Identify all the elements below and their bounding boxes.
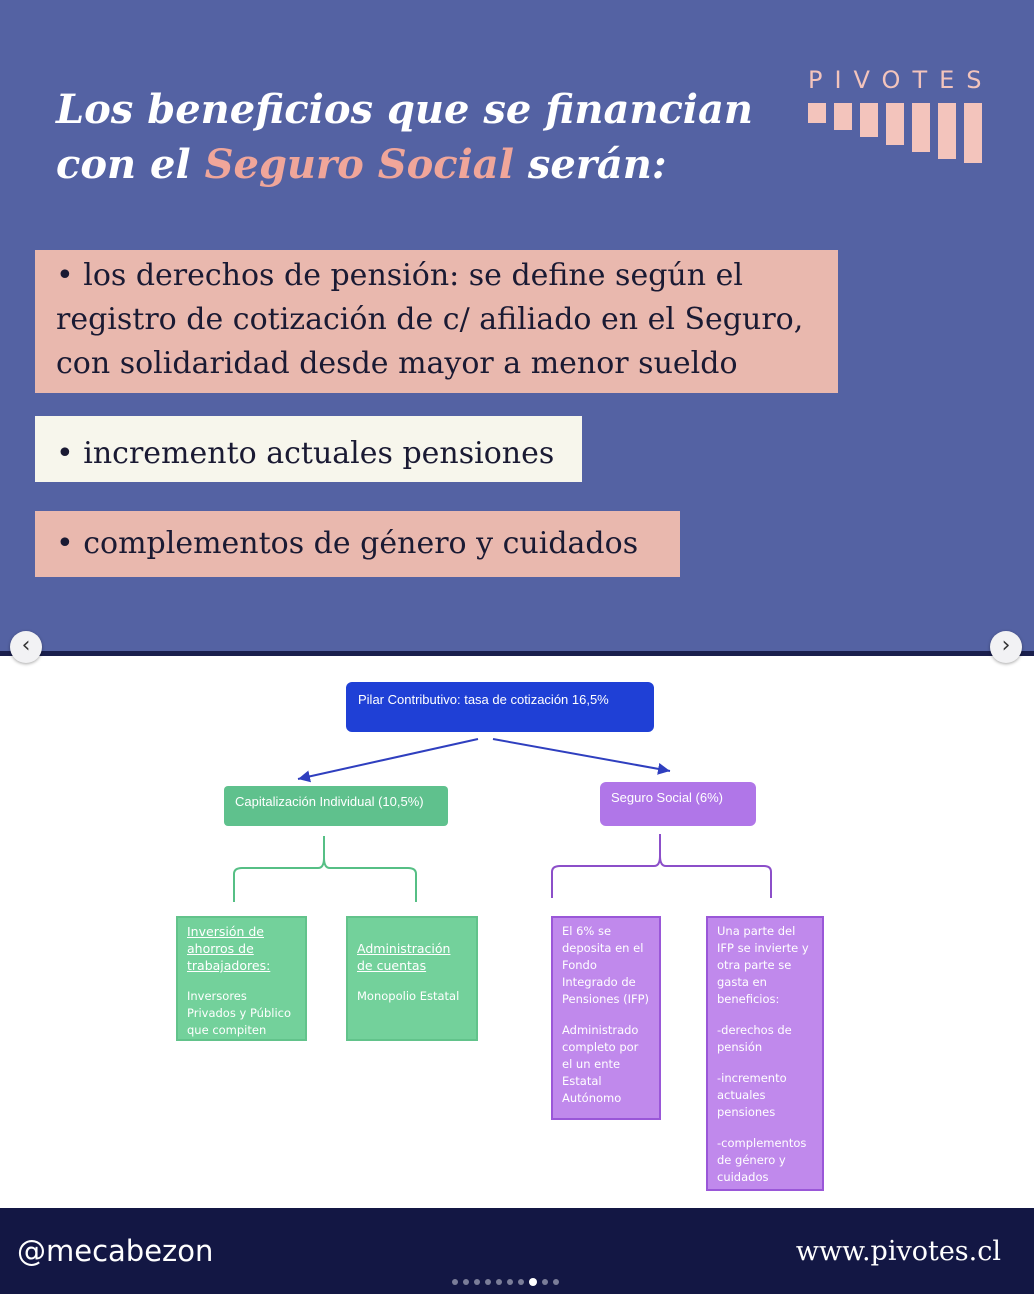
pagination-dot[interactable]	[496, 1279, 502, 1285]
diagram-social-security-node: Seguro Social (6%)	[600, 782, 756, 826]
title-prefix: con el	[56, 141, 205, 188]
brace-green	[234, 836, 416, 902]
leaf-paragraph: -complementos de género y cuidados	[717, 1136, 807, 1184]
diagram-individual-capitalization-node: Capitalización Individual (10,5%)	[224, 786, 448, 826]
title-suffix: serán:	[513, 141, 667, 188]
pagination-dot[interactable]	[542, 1279, 548, 1285]
arrow-right	[493, 739, 670, 771]
prev-glyph: ‹	[21, 633, 31, 658]
pagination-dot[interactable]	[507, 1279, 513, 1285]
arrow-left	[298, 739, 478, 779]
pagination-dot[interactable]	[463, 1279, 469, 1285]
leaf-body: Monopolio Estatal	[357, 989, 460, 1003]
pagination-dot[interactable]	[452, 1279, 458, 1285]
bullet-box-pension-increase: • incremento actuales pensiones	[35, 416, 582, 482]
leaf-paragraph: El 6% se deposita en el Fondo Integrado de Pensiones (IFP)	[562, 924, 650, 1006]
next-glyph: ›	[1001, 633, 1011, 658]
pagination-dot[interactable]	[518, 1279, 524, 1285]
bullet-line: con solidaridad desde mayor a menor sueldo	[56, 346, 738, 381]
website-link[interactable]: www.pivotes.cl	[795, 1236, 1001, 1267]
author-handle: @mecabezon	[17, 1234, 214, 1268]
leaf-heading: Inversión de ahorros de trabajadores:	[187, 924, 271, 973]
logo-text: PIVOTES	[808, 66, 994, 94]
pagination-dot[interactable]	[485, 1279, 491, 1285]
diagram-leaf-ifp-fund	[551, 916, 661, 1120]
diagram-leaf-benefits	[706, 916, 824, 1191]
bullet-line: registro de cotización de c/ afiliado en el Seguro,	[56, 302, 804, 337]
carousel-pagination	[452, 1271, 564, 1279]
pagination-dot[interactable]	[553, 1279, 559, 1285]
diagram-root-node: Pilar Contributivo: tasa de cotización 16,5%	[346, 682, 654, 732]
leaf-paragraph: -derechos de pensión	[717, 1023, 792, 1054]
title-highlight: Seguro Social	[204, 141, 514, 188]
brace-purple	[552, 834, 771, 898]
leaf-body: Inversores Privados y Público que compiten	[187, 989, 292, 1037]
pagination-dot[interactable]	[474, 1279, 480, 1285]
leaf-heading: Administración de cuentas	[357, 941, 451, 973]
leaf-paragraph: Administrado completo por el un ente Estatal Autónomo	[562, 1023, 639, 1105]
bullet-box-gender-care: • complementos de género y cuidados	[35, 511, 680, 577]
diagram-leaf-investment	[176, 916, 307, 1041]
leaf-paragraph: Una parte del IFP se invierte y otra parte se gasta en beneficios:	[717, 924, 809, 1006]
title-line-1: Los beneficios que se financian	[56, 86, 753, 133]
pagination-dot-active[interactable]	[529, 1278, 537, 1286]
leaf-paragraph: -incremento actuales pensiones	[717, 1071, 787, 1119]
diagram-leaf-administration	[346, 916, 478, 1041]
bullet-line: • los derechos de pensión: se define según el	[56, 258, 743, 293]
